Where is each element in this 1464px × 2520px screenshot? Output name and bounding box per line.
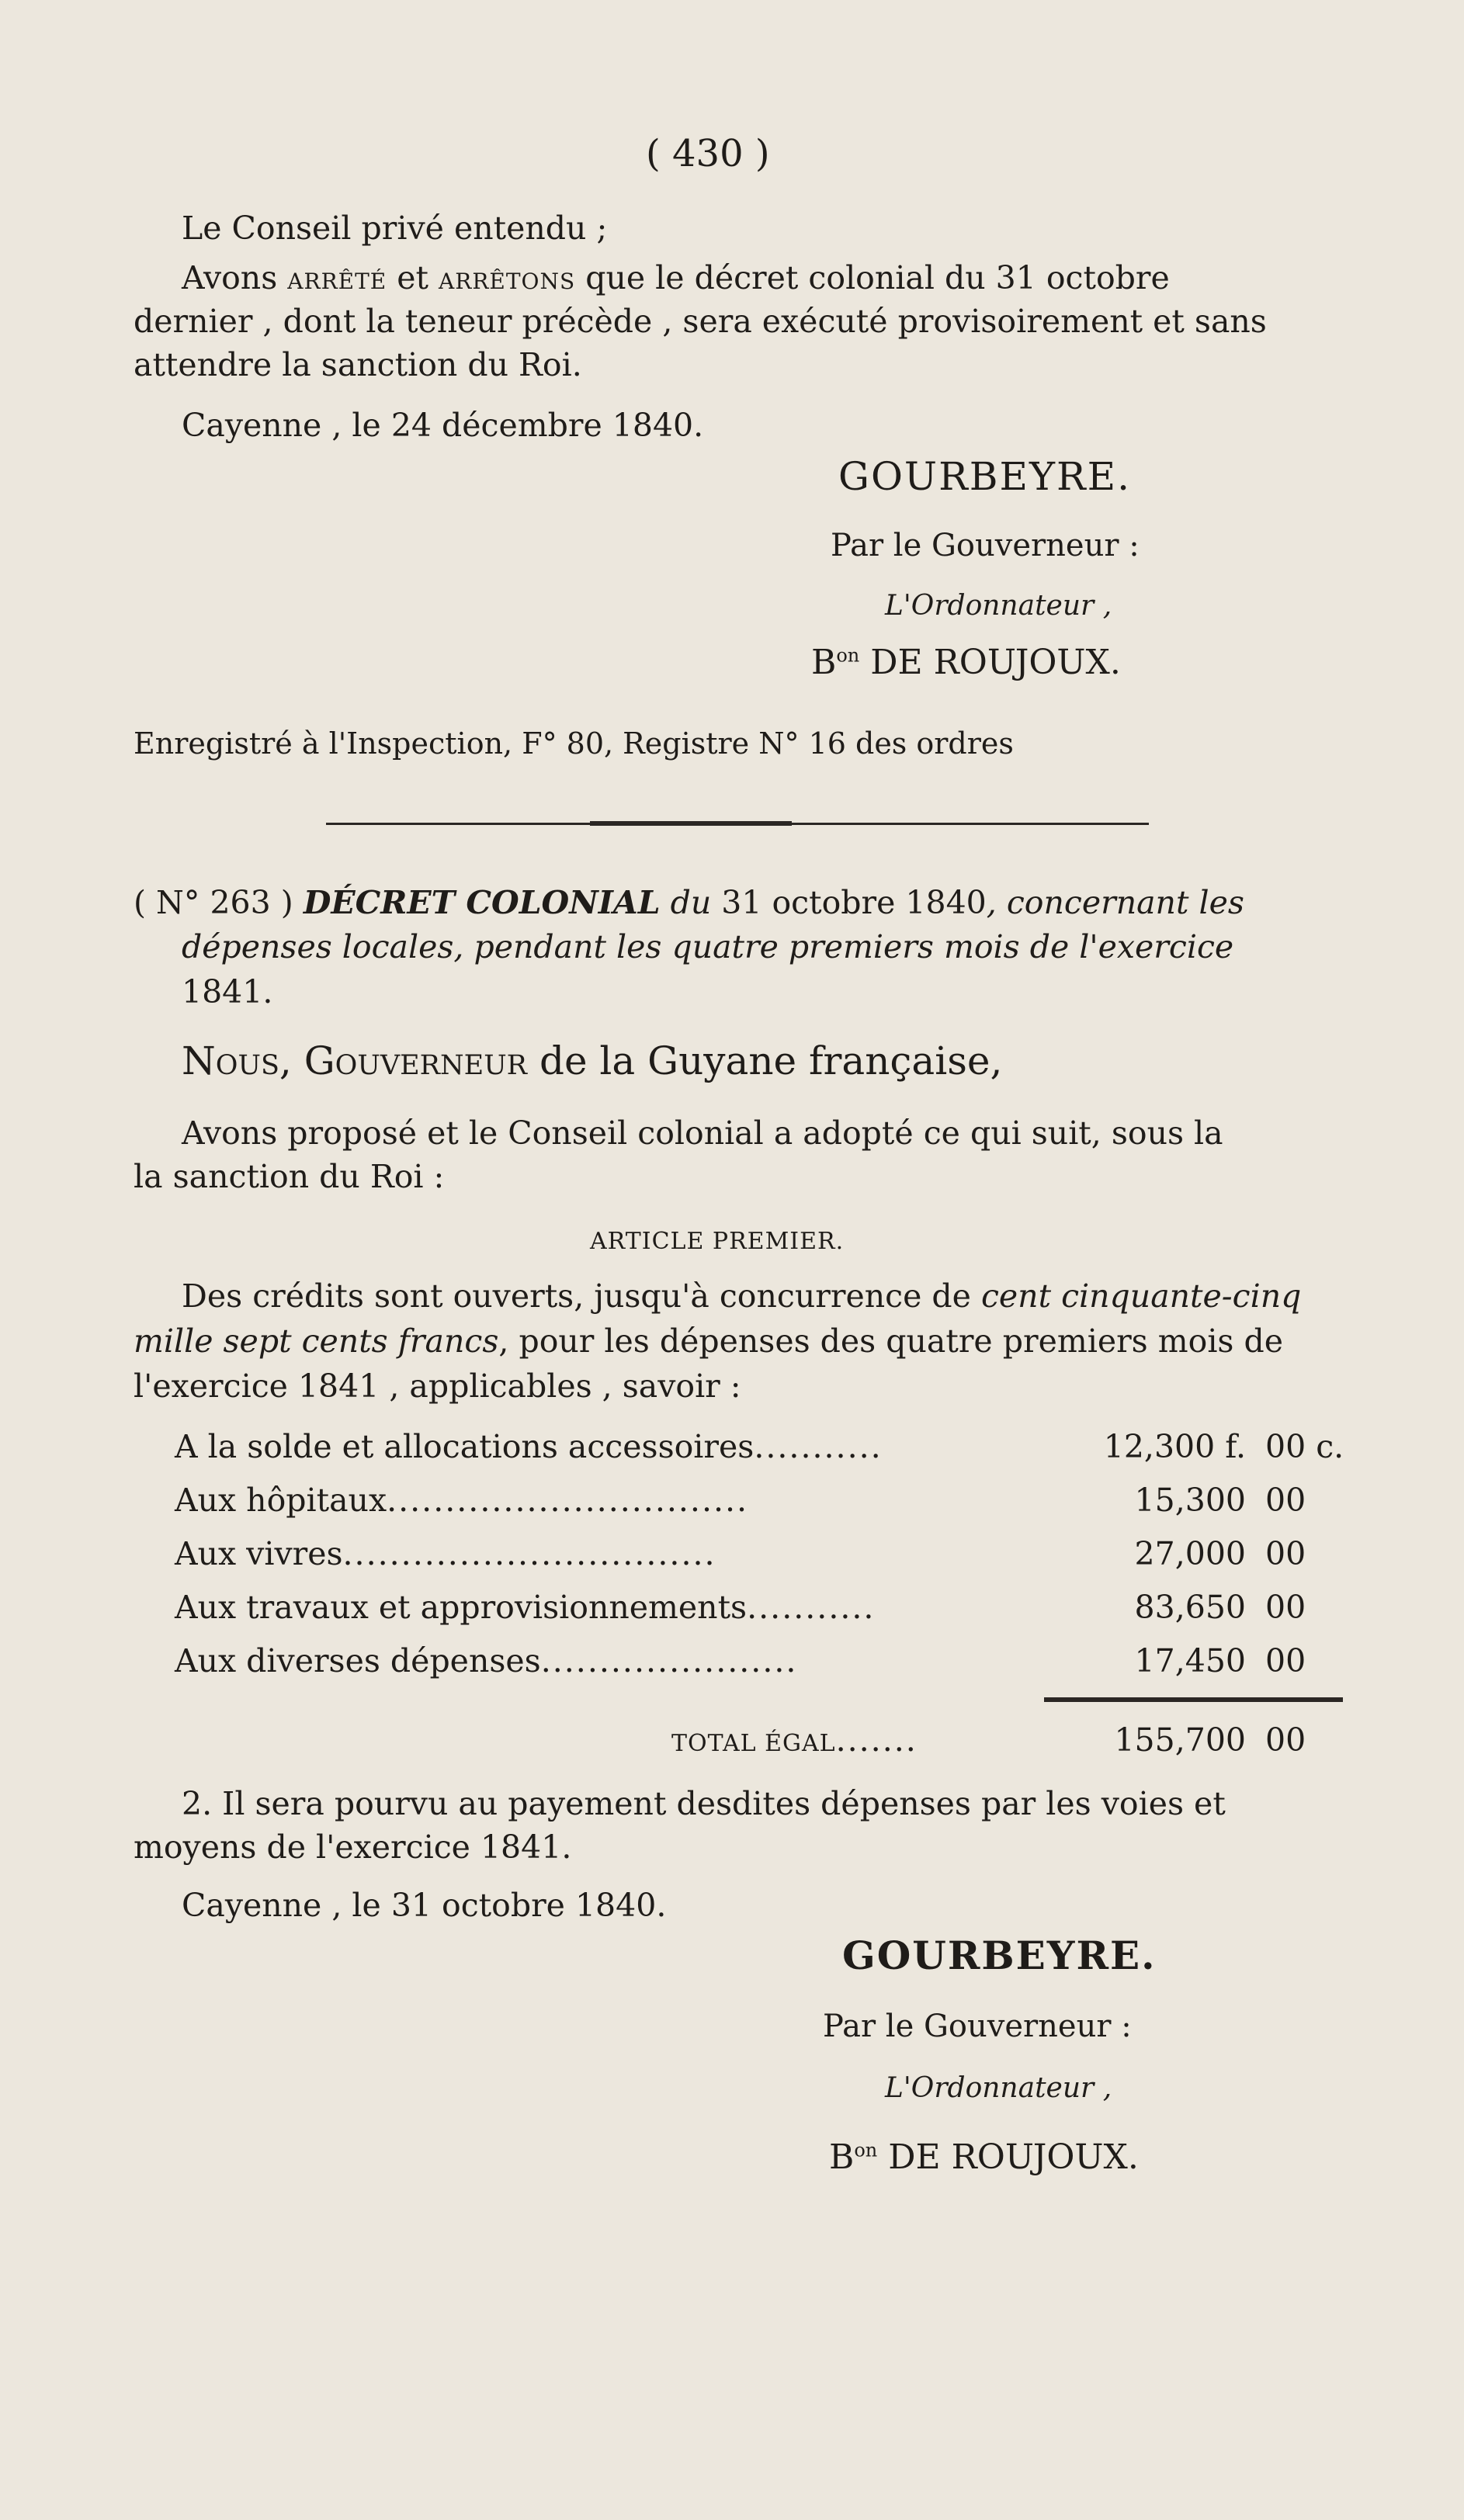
- first-by-governor: Par le Gouverneur :: [831, 528, 1140, 563]
- article2-line-1: 2. Il sera pourvu au payement desdites dépenses par les voies et: [182, 1785, 1226, 1822]
- credit-label: Aux vivres................................: [175, 1535, 716, 1572]
- decree-title: DÉCRET COLONIAL: [303, 884, 661, 921]
- first-signature-name: GOURBEYRE.: [838, 454, 1132, 499]
- credit-cents: 00: [1265, 1535, 1306, 1572]
- intro-line-1: Avons proposé et le Conseil colonial a adopté ce qui suit, sous la: [182, 1114, 1223, 1152]
- second-by-governor: Par le Gouverneur :: [823, 2009, 1132, 2044]
- section-separator-center: [590, 821, 792, 826]
- credit-label: Aux hôpitaux...............................: [175, 1482, 749, 1519]
- second-baron-signature: $B^{on}$ DE ROUJOUX.: [829, 2137, 1139, 2177]
- credit-amount: 27,000: [1134, 1535, 1246, 1572]
- second-decree-title-line-3: 1841.: [182, 973, 273, 1010]
- para1-line-2: mille sept cents francs, pour les dépenses des quatre premiers mois de: [134, 1322, 1284, 1360]
- total-amount: 155,700: [1114, 1721, 1246, 1759]
- article-premier-heading: ARTICLE PREMIER.: [590, 1228, 845, 1255]
- second-decree-date: Cayenne , le 31 octobre 1840.: [182, 1887, 667, 1924]
- credit-cents: 00: [1265, 1642, 1306, 1679]
- decree-number-bracket-close: ): [280, 884, 293, 921]
- first-baron-signature: $B^{on}$ DE ROUJOUX.: [811, 643, 1121, 682]
- first-decree-line-2: Avons ARRÊTÉ et ARRÊTONS que le décret colonial du 31 octobre: [182, 259, 1170, 296]
- decree-number: N° 263: [156, 884, 271, 921]
- page-number: ( 430 ): [646, 132, 770, 175]
- credit-cents: 00: [1265, 1589, 1306, 1626]
- total-label: TOTAL ÉGAL.......: [671, 1721, 918, 1759]
- nous-heading: Nous, Gouverneur de la Guyane française,: [182, 1038, 1003, 1083]
- credit-amount: 83,650: [1134, 1589, 1246, 1626]
- second-signature-name: GOURBEYRE.: [842, 1932, 1157, 1978]
- credit-cents: 00 c.: [1265, 1428, 1344, 1465]
- intro-line-2: la sanction du Roi :: [134, 1158, 445, 1195]
- first-decree-line-3: dernier , dont la teneur précède , sera exécuté provisoirement et sans: [134, 303, 1267, 340]
- registration-line: Enregistré à l'Inspection, F° 80, Registre N° 16 des ordres: [134, 726, 1014, 761]
- credit-label: Aux diverses dépenses......................: [175, 1642, 798, 1679]
- credit-amount: 17,450: [1134, 1642, 1246, 1679]
- credit-label: A la solde et allocations accessoires...........: [175, 1428, 883, 1465]
- first-decree-line-4: attendre la sanction du Roi.: [134, 346, 582, 383]
- second-decree-title-line-1: ( N° 263 ) DÉCRET COLONIAL du 31 octobre 1840, concernant les: [134, 884, 1244, 921]
- para1-line-3: l'exercice 1841 , applicables , savoir :: [134, 1367, 741, 1405]
- first-decree-date: Cayenne , le 24 décembre 1840.: [182, 407, 704, 444]
- total-rule: [1044, 1697, 1343, 1702]
- first-ordonnateur: L'Ordonnateur ,: [885, 590, 1112, 622]
- total-cents: 00: [1265, 1721, 1306, 1759]
- first-decree-line-1: Le Conseil privé entendu ;: [182, 210, 608, 247]
- credit-amount: 15,300: [1134, 1482, 1246, 1519]
- credit-label: Aux travaux et approvisionnements...........: [175, 1589, 876, 1626]
- arrete-word: ARRÊTÉ: [287, 269, 387, 294]
- para1-line-1: Des crédits sont ouverts, jusqu'à concurrence de cent cinquante-cinq: [182, 1277, 1302, 1315]
- credit-cents: 00: [1265, 1482, 1306, 1519]
- second-decree-title-line-2: dépenses locales, pendant les quatre premiers mois de l'exercice: [182, 928, 1234, 965]
- article2-line-2: moyens de l'exercice 1841.: [134, 1828, 572, 1866]
- credit-amount: 12,300 f.: [1103, 1428, 1246, 1465]
- decree-number-bracket-open: (: [134, 884, 146, 921]
- arretons-word: ARRÊTONS: [439, 269, 576, 294]
- second-ordonnateur: L'Ordonnateur ,: [885, 2072, 1112, 2104]
